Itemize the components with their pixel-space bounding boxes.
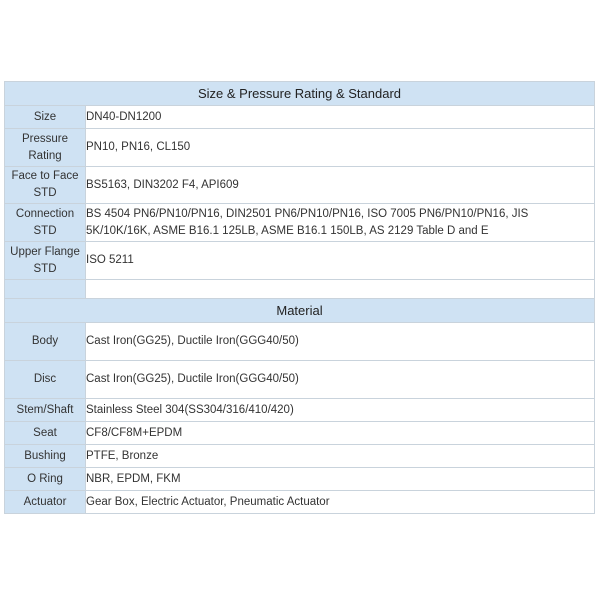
spacer-cell: [5, 280, 86, 299]
row-value-upper-flange: ISO 5211: [86, 242, 595, 280]
row-value-stem-shaft: Stainless Steel 304(SS304/316/410/420): [86, 399, 595, 422]
spec-table: [4, 81, 595, 514]
row-value-seat: CF8/CF8M+EPDM: [86, 422, 595, 445]
table-row: [5, 204, 595, 242]
row-value-size: DN40-DN1200: [86, 106, 595, 129]
table-row: [5, 129, 595, 167]
table-row: [5, 491, 595, 514]
table-row: [5, 361, 595, 399]
size-pressure-header: Size & Pressure Rating & Standard: [5, 82, 595, 106]
row-label-size: Size: [5, 106, 86, 129]
row-label-o-ring: O Ring: [5, 468, 86, 491]
table-row: [5, 422, 595, 445]
table-row: [5, 106, 595, 129]
row-label-connection: Connection STD: [5, 204, 86, 242]
material-header: Material: [5, 299, 595, 323]
row-value-actuator: Gear Box, Electric Actuator, Pneumatic Actuator: [86, 491, 595, 514]
row-value-connection: BS 4504 PN6/PN10/PN16, DIN2501 PN6/PN10/PN16, ISO 7005 PN6/PN10/PN16, JIS 5K/10K/16K, ASME B16.1 125LB, ASME B16.1 150LB, AS 2129 Table D and E: [86, 204, 595, 242]
row-value-o-ring: NBR, EPDM, FKM: [86, 468, 595, 491]
row-value-disc: Cast Iron(GG25), Ductile Iron(GGG40/50): [86, 361, 595, 399]
table-row: [5, 167, 595, 204]
table-row: [5, 242, 595, 280]
row-label-body: Body: [5, 323, 86, 361]
row-value-face-to-face: BS5163, DIN3202 F4, API609: [86, 167, 595, 204]
spacer-row: [5, 280, 595, 299]
row-label-upper-flange: Upper Flange STD: [5, 242, 86, 280]
row-value-body: Cast Iron(GG25), Ductile Iron(GGG40/50): [86, 323, 595, 361]
section-header-row: [5, 82, 595, 106]
row-value-bushing: PTFE, Bronze: [86, 445, 595, 468]
row-label-stem-shaft: Stem/Shaft: [5, 399, 86, 422]
spacer-cell: [86, 280, 595, 299]
row-label-actuator: Actuator: [5, 491, 86, 514]
row-label-seat: Seat: [5, 422, 86, 445]
row-label-disc: Disc: [5, 361, 86, 399]
row-label-bushing: Bushing: [5, 445, 86, 468]
row-value-pressure-rating: PN10, PN16, CL150: [86, 129, 595, 167]
section-header-row: [5, 299, 595, 323]
row-label-pressure-rating: Pressure Rating: [5, 129, 86, 167]
table-row: [5, 323, 595, 361]
table-row: [5, 445, 595, 468]
table-row: [5, 399, 595, 422]
table-row: [5, 468, 595, 491]
row-label-face-to-face: Face to Face STD: [5, 167, 86, 204]
